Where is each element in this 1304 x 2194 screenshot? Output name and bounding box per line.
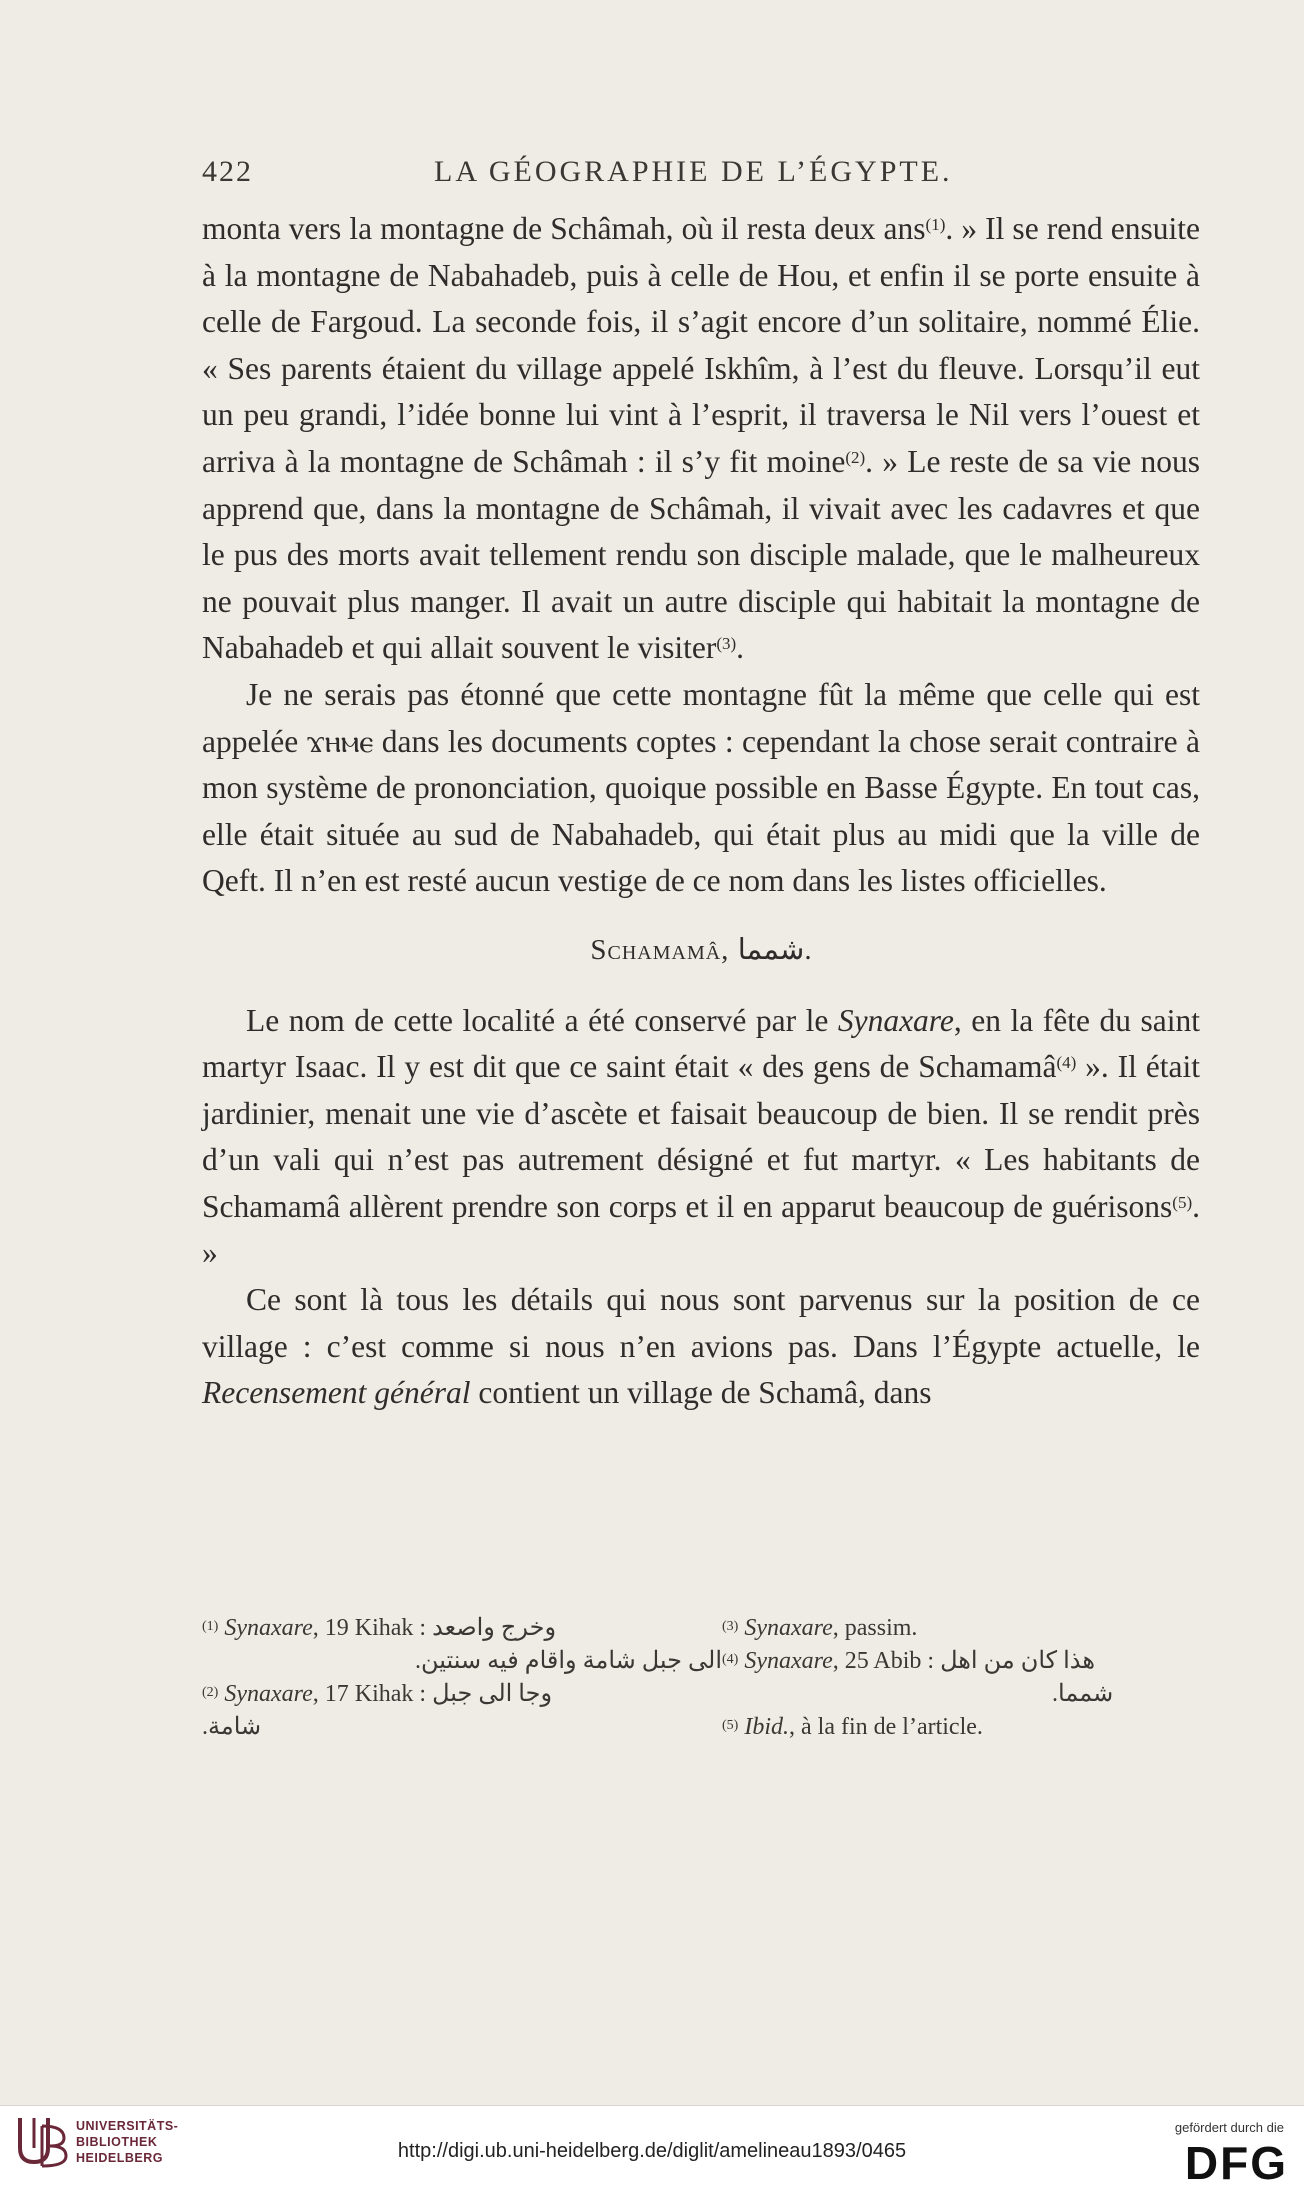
dfg-logo: DFG (1184, 2137, 1288, 2189)
footnote-ref[interactable]: (5) (1172, 1192, 1193, 1212)
footnote: $^{(2)}$ Synaxare, 17 Kihak : وجا الى جبل (202, 1681, 553, 1707)
section-heading: Schamamâ, شمما. (590, 933, 812, 966)
paragraph-1: monta vers la montagne de Schâmah, où il resta deux ans$^{(1)}$. » Il se rend ensuite à la montagne de Nabahadeb, puis à celle de Hou, et enfin il se porte ensuite à celle de Fargoud. La seconde fois, il s’agit encore d’un solitaire, nommé Élie. « Ses parents étaient du village appelé Iskhîm, à l’est du fleuve. Lorsqu’il eut un peu grandi, l’idée bonne lui vint à l’esprit, il traversa le Nil vers l’ouest et arriva à la montagne de Schâmah : il s’y fit moine$^{(2)}$. » Le reste de sa vie nous apprend que, dans la montagne de Schâmah, il vivait avec les cadavres et que le pus des morts avait tellement rendu son disciple malade, que le malheureux ne pouvait plus manger. Il avait un autre disciple qui habitait la montagne de Nabahadeb et qui allait souvent le visiter$^{(3)}$. (202, 211, 1200, 666)
paragraph-3: Le nom de cette localité a été conservé par le Synaxare, en la fête du saint martyr Isaac. Il y est dit que ce saint était « des gens de Schamamâ$^{(4)}$ ». Il était jardinier, menait une vie d’ascète et faisait beaucoup de bien. Il se rendit près d’un vali qui n’est pas autrement désigné et fut martyr. « Les habitants de Schamamâ allèrent prendre son corps et il en apparut beaucoup de guérisons$^{(5)}$. » (202, 1002, 1200, 1271)
footnote-ref[interactable]: (1) (925, 215, 946, 234)
footnote-ref[interactable]: (2) (845, 447, 866, 467)
footnote: $^{(1)}$ Synaxare, 19 Kihak : وخرج واصعد (202, 1615, 557, 1641)
source-url[interactable]: http://digi.ub.uni-heidelberg.de/diglit/amelineau1893/0465 (397, 2140, 907, 2162)
footnote-ref[interactable]: (3) (716, 634, 737, 654)
footnote: $^{(4)}$ Synaxare, 25 Abib : هذا كان من اهل (722, 1648, 1095, 1674)
footnote-cont: شمما. (1052, 1681, 1114, 1707)
library-name: UNIVERSITÄTS- BIBLIOTHEK HEIDELBERG (76, 2119, 179, 2165)
page-number: 422 (202, 155, 253, 188)
body-text (202, 206, 1200, 1417)
footnotes-right (722, 1612, 1202, 1744)
paragraph-4: Ce sont là tous les détails qui nous sont parvenus sur la position de ce village : c’est comme si nous n’en avions pas. Dans l’Égypte actuelle, le Recensement général contient un village de Schamâ, dans (202, 1282, 1200, 1411)
footnote: $^{(3)}$ Synaxare, passim. (722, 1615, 918, 1641)
paragraph-2: Je ne serais pas étonné que cette montagne fût la même que celle qui est appelée ϫⲏⲙⲉ dans les documents coptes : cependant la chose serait contraire à mon système de prononciation, quoique possible en Basse Égypte. En tout cas, elle était située au sud de Nabahadeb, qui était plus au midi que la ville de Qeft. Il n’en est resté aucun vestige de ce nom dans les listes officielles. (202, 676, 1200, 899)
coptic-word: ϫⲏⲙⲉ (306, 723, 374, 759)
footnote-ref[interactable]: (4) (1056, 1053, 1077, 1073)
funding-label: gefördert durch die (1174, 2120, 1284, 2135)
page-title: LA GÉOGRAPHIE DE L’ÉGYPTE. (434, 155, 953, 188)
footnote-cont: الى جبل شامة واقام فيه سنتين. (415, 1648, 722, 1674)
footnote: $^{(5)}$ Ibid., à la fin de l’article. (722, 1714, 983, 1740)
footnote-cont: شامة. (202, 1714, 262, 1740)
heading-arabic: شمما (737, 933, 805, 966)
footnotes-left (202, 1612, 722, 1744)
